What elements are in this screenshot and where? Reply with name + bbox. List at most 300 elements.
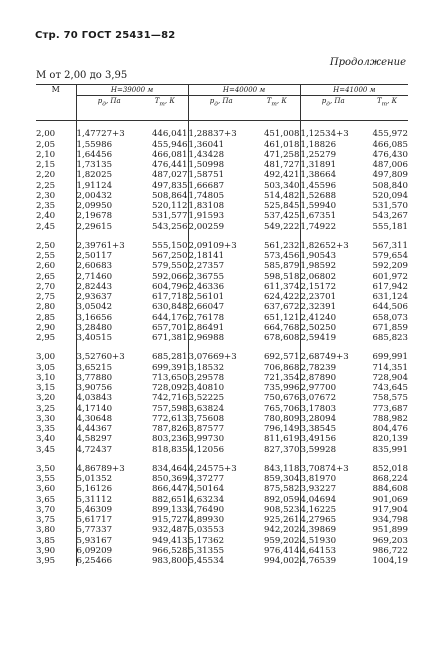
- pressure-cell: 3,81970: [300, 474, 366, 484]
- table-row: [36, 272, 408, 282]
- temperature-cell: 466,085: [372, 139, 408, 150]
- pressure-cell: 3,07672: [300, 393, 366, 403]
- pressure-cell: 4,12056: [188, 445, 254, 455]
- table-row: [36, 181, 408, 191]
- temperature-cell: 497,809: [372, 170, 408, 181]
- temperature-cell: 497,835: [151, 180, 188, 191]
- temperature-cell: 531,570: [372, 201, 408, 211]
- table-row: [36, 170, 408, 180]
- temperature-cell: 573,456: [263, 251, 300, 261]
- mach-cell: 2,05: [36, 139, 56, 150]
- pressure-cell: 2,78239: [300, 363, 366, 373]
- temperature-cell: 917,904: [372, 504, 408, 515]
- temperature-cell: 750,676: [263, 393, 300, 404]
- pressure-cell: 4,17140: [76, 404, 142, 414]
- table-row: [36, 201, 408, 211]
- temperature-cell: 537,425: [263, 211, 300, 222]
- temperature-cell: 714,351: [372, 362, 408, 373]
- table-row: [36, 251, 408, 261]
- mach-cell: 2,40: [36, 211, 56, 222]
- temperature-cell: 508,864: [151, 190, 188, 201]
- altitude-header-2: H=40000 м: [188, 85, 300, 96]
- pressure-cell: 3,70874+3: [300, 464, 366, 474]
- pressure-cell: 5,31355: [188, 546, 254, 556]
- temperature-cell: 796,149: [263, 424, 300, 434]
- temperature-cell: 664,768: [263, 322, 300, 333]
- temperature-cell: 713,650: [151, 372, 188, 383]
- table-row: [36, 474, 408, 484]
- table-row: [36, 292, 408, 302]
- temperature-cell: 617,942: [372, 281, 408, 292]
- temperature-cell: 820,139: [372, 434, 408, 445]
- mach-cell: 3,90: [36, 545, 56, 556]
- temperature-cell: 630,848: [151, 302, 188, 313]
- pressure-cell: 4,58297: [76, 434, 142, 444]
- mach-cell: 2,00: [36, 129, 56, 140]
- temperature-cell: 451,008: [263, 129, 300, 140]
- table-row: [36, 556, 408, 566]
- pressure-cell: 3,59928: [300, 445, 366, 455]
- temperature-cell: 780,809: [263, 413, 300, 424]
- temperature-cell: 657,701: [151, 322, 188, 333]
- table-row: [36, 525, 408, 535]
- mach-cell: 3,50: [36, 463, 56, 474]
- pressure-cell: 5,61717: [76, 515, 142, 525]
- pressure-cell: 5,93167: [76, 536, 142, 546]
- table-row: [36, 536, 408, 546]
- table-row: [36, 241, 408, 251]
- pressure-cell: 2,19678: [76, 211, 142, 221]
- temperature-cell: 959,202: [263, 535, 300, 546]
- temperature-cell: 818,835: [151, 444, 188, 455]
- temperature-cell: 561,232: [263, 240, 300, 251]
- temperature-cell: 503,340: [263, 180, 300, 191]
- temperature-cell: 758,575: [372, 393, 408, 404]
- table-row: [36, 393, 408, 403]
- atmosphere-table: [36, 84, 408, 566]
- temperature-cell: 699,391: [151, 362, 188, 373]
- pressure-cell: 2,18141: [188, 251, 254, 261]
- pressure-cell: 2,71460: [76, 272, 142, 282]
- mach-cell: 3,95: [36, 556, 56, 566]
- pressure-cell: 1,90543: [300, 251, 366, 261]
- pressure-cell: 4,63234: [188, 495, 254, 505]
- temperature-cell: 884,608: [372, 484, 408, 495]
- pressure-cell: 3,90756: [76, 383, 142, 393]
- temperature-cell: 481,727: [263, 160, 300, 170]
- pressure-cell: 2,96988: [188, 333, 254, 343]
- mach-cell: 2,50: [36, 240, 56, 251]
- temperature-subheader: $T_т$, К: [142, 96, 188, 121]
- pressure-cell: 4,76539: [300, 556, 366, 566]
- table-row: [36, 261, 408, 271]
- pressure-cell: 2,86491: [188, 323, 254, 333]
- mach-cell: 3,45: [36, 444, 56, 455]
- pressure-cell: 3,40810: [188, 383, 254, 393]
- mach-cell: 3,60: [36, 484, 56, 495]
- pressure-cell: 5,77337: [76, 525, 142, 535]
- pressure-cell: 3,28480: [76, 323, 142, 333]
- temperature-cell: 461,018: [263, 139, 300, 150]
- pressure-cell: 1,82025: [76, 170, 142, 180]
- pressure-cell: 4,51930: [300, 536, 366, 546]
- temperature-cell: 671,859: [372, 322, 408, 333]
- temperature-cell: 631,124: [372, 292, 408, 302]
- pressure-cell: 3,49156: [300, 434, 366, 444]
- mach-cell: 3,00: [36, 352, 56, 363]
- pressure-cell: 4,64153: [300, 546, 366, 556]
- mach-cell: 2,45: [36, 221, 56, 232]
- pressure-cell: 2,93637: [76, 292, 142, 302]
- pressure-cell: 2,50117: [76, 251, 142, 261]
- temperature-cell: 579,654: [372, 251, 408, 261]
- temperature-cell: 875,582: [263, 484, 300, 495]
- temperature-cell: 803,236: [151, 434, 188, 445]
- table-row: [36, 383, 408, 393]
- mach-cell: 3,35: [36, 424, 56, 434]
- table-row: [36, 414, 408, 424]
- table-row: [36, 495, 408, 505]
- temperature-cell: 637,672: [263, 302, 300, 313]
- temperature-cell: 850,369: [151, 474, 188, 484]
- pressure-subheader: $p_д$, Па: [76, 96, 142, 121]
- table-row: [36, 323, 408, 333]
- temperature-cell: 983,800: [151, 556, 188, 566]
- temperature-cell: 549,222: [263, 221, 300, 232]
- pressure-cell: 1,91124: [76, 181, 142, 191]
- pressure-cell: 5,45534: [188, 556, 254, 566]
- temperature-cell: 834,464: [151, 463, 188, 474]
- temperature-cell: 915,727: [151, 515, 188, 525]
- pressure-cell: 3,29578: [188, 373, 254, 383]
- altitude-header-3: H=41000 м: [300, 85, 408, 96]
- pressure-cell: 1,59940: [300, 201, 366, 211]
- pressure-cell: 2,23701: [300, 292, 366, 302]
- temperature-cell: 671,381: [151, 333, 188, 343]
- pressure-cell: 3,52760+3: [76, 352, 142, 362]
- mach-cell: 2,10: [36, 149, 56, 160]
- temperature-cell: 976,414: [263, 545, 300, 556]
- pressure-cell: 1,74805: [188, 191, 254, 201]
- temperature-cell: 742,716: [151, 393, 188, 404]
- pressure-cell: 1,38664: [300, 170, 366, 180]
- pressure-cell: 2,36755: [188, 272, 254, 282]
- pressure-cell: 3,65215: [76, 363, 142, 373]
- temperature-cell: 492,421: [263, 170, 300, 181]
- pressure-cell: 2,46336: [188, 282, 254, 292]
- table-row: [36, 222, 408, 232]
- pressure-cell: 3,99730: [188, 434, 254, 444]
- table-row: [36, 434, 408, 444]
- table-row: [36, 211, 408, 221]
- table-row: [36, 282, 408, 292]
- mach-cell: 3,70: [36, 504, 56, 515]
- table-row: [36, 404, 408, 414]
- temperature-cell: 765,706: [263, 403, 300, 414]
- pressure-cell: 5,46309: [76, 505, 142, 515]
- pressure-cell: 1,58751: [188, 170, 254, 180]
- pressure-cell: 2,60683: [76, 261, 142, 271]
- temperature-cell: 624,422: [263, 292, 300, 302]
- pressure-cell: 2,56101: [188, 292, 254, 302]
- temperature-cell: 942,202: [263, 525, 300, 536]
- mach-cell: 2,35: [36, 201, 56, 211]
- temperature-cell: 811,619: [263, 434, 300, 445]
- pressure-cell: 2,41240: [300, 313, 366, 323]
- pressure-cell: 2,00259: [188, 222, 254, 232]
- mach-cell: 2,30: [36, 190, 56, 201]
- pressure-cell: 1,50998: [188, 160, 254, 170]
- temperature-cell: 685,823: [372, 333, 408, 343]
- temperature-cell: 969,203: [372, 535, 408, 546]
- temperature-cell: 520,112: [151, 201, 188, 211]
- pressure-cell: 3,07669+3: [188, 352, 254, 362]
- table-row: [36, 445, 408, 455]
- temperature-cell: 455,946: [151, 139, 188, 150]
- mach-cell: 3,05: [36, 362, 56, 373]
- pressure-cell: 1,67351: [300, 211, 366, 221]
- pressure-cell: 5,17362: [188, 536, 254, 546]
- mach-cell: 2,75: [36, 292, 56, 302]
- pressure-cell: 5,16126: [76, 484, 142, 494]
- pressure-cell: 1,52688: [300, 191, 366, 201]
- mach-cell: 2,60: [36, 261, 56, 272]
- temperature-cell: 951,899: [372, 525, 408, 536]
- pressure-cell: 2,00432: [76, 191, 142, 201]
- temperature-cell: 788,982: [372, 413, 408, 424]
- temperature-cell: 868,224: [372, 474, 408, 484]
- temperature-cell: 787,826: [151, 424, 188, 434]
- pressure-cell: 3,52225: [188, 393, 254, 403]
- temperature-cell: 721,354: [263, 372, 300, 383]
- pressure-cell: 4,16225: [300, 505, 366, 515]
- temperature-cell: 466,081: [151, 149, 188, 160]
- temperature-cell: 932,487: [151, 525, 188, 536]
- temperature-cell: 567,250: [151, 251, 188, 261]
- temperature-cell: 520,094: [372, 190, 408, 201]
- pressure-cell: 1,12534+3: [300, 129, 366, 139]
- temperature-cell: 555,181: [372, 221, 408, 232]
- temperature-cell: 611,374: [263, 281, 300, 292]
- mach-cell: 3,40: [36, 434, 56, 445]
- temperature-cell: 699,991: [372, 352, 408, 363]
- pressure-cell: 1,28837+3: [188, 129, 254, 139]
- temperature-cell: 852,018: [372, 463, 408, 474]
- pressure-cell: 1,55986: [76, 140, 142, 150]
- pressure-cell: 3,16656: [76, 313, 142, 323]
- temperature-cell: 827,370: [263, 444, 300, 455]
- mach-cell: 3,30: [36, 413, 56, 424]
- pressure-cell: 3,17803: [300, 404, 366, 414]
- mach-cell: 2,65: [36, 271, 56, 282]
- temperature-cell: 476,441: [151, 160, 188, 170]
- pressure-cell: 6,09209: [76, 546, 142, 556]
- temperature-cell: 859,304: [263, 474, 300, 484]
- temperature-cell: 925,261: [263, 515, 300, 525]
- temperature-cell: 843,118: [263, 463, 300, 474]
- pressure-cell: 1,43428: [188, 150, 254, 160]
- temperature-cell: 772,613: [151, 413, 188, 424]
- temperature-subheader: $T_т$, К: [254, 96, 300, 121]
- pressure-cell: 2,27357: [188, 261, 254, 271]
- temperature-cell: 728,092: [151, 383, 188, 393]
- table-row: [36, 302, 408, 312]
- pressure-cell: 3,28094: [300, 414, 366, 424]
- pressure-subheader: $p_д$, Па: [188, 96, 254, 121]
- pressure-cell: 4,04694: [300, 495, 366, 505]
- mach-cell: 3,65: [36, 494, 56, 505]
- pressure-cell: 2,76178: [188, 313, 254, 323]
- pressure-subheader: $p_д$, Па: [300, 96, 366, 121]
- table-row: [36, 352, 408, 362]
- pressure-cell: 2,59419: [300, 333, 366, 343]
- page-header: Стр. 70 ГОСТ 25431—82: [35, 30, 176, 41]
- mach-cell: 2,95: [36, 333, 56, 343]
- m-column-header: M: [36, 85, 76, 121]
- pressure-cell: 1,66687: [188, 181, 254, 191]
- pressure-cell: 1,45596: [300, 181, 366, 191]
- altitude-header-1: H=39000 м: [76, 85, 188, 96]
- temperature-cell: 1004,19: [372, 556, 408, 566]
- temperature-cell: 601,972: [372, 271, 408, 282]
- temperature-cell: 471,258: [263, 149, 300, 160]
- table-row: [36, 464, 408, 474]
- mach-cell: 3,15: [36, 383, 56, 393]
- continuation-label: Продолжение: [329, 57, 406, 68]
- pressure-cell: 3,38545: [300, 424, 366, 434]
- mach-cell: 2,70: [36, 281, 56, 292]
- temperature-cell: 455,972: [372, 129, 408, 140]
- temperature-cell: 446,041: [151, 129, 188, 140]
- table-row: [36, 191, 408, 201]
- pressure-cell: 1,91593: [188, 211, 254, 221]
- pressure-cell: 3,05042: [76, 302, 142, 312]
- temperature-cell: 949,413: [151, 535, 188, 546]
- mach-cell: 2,85: [36, 312, 56, 323]
- pressure-cell: 5,31112: [76, 495, 142, 505]
- pressure-cell: 2,32391: [300, 302, 366, 312]
- temperature-cell: 773,687: [372, 403, 408, 414]
- temperature-cell: 899,133: [151, 504, 188, 515]
- pressure-cell: 4,24575+3: [188, 464, 254, 474]
- table-row: [36, 505, 408, 515]
- pressure-cell: 4,72437: [76, 445, 142, 455]
- temperature-cell: 555,150: [151, 240, 188, 251]
- pressure-cell: 1,36041: [188, 140, 254, 150]
- mach-cell: 2,25: [36, 180, 56, 191]
- pressure-cell: 4,86789+3: [76, 464, 142, 474]
- mach-cell: 3,25: [36, 403, 56, 414]
- temperature-cell: 585,879: [263, 261, 300, 272]
- temperature-cell: 476,430: [372, 149, 408, 160]
- table-row: [36, 333, 408, 343]
- mach-cell: 3,85: [36, 535, 56, 546]
- temperature-cell: 757,598: [151, 403, 188, 414]
- temperature-cell: 644,176: [151, 312, 188, 323]
- temperature-cell: 706,868: [263, 362, 300, 373]
- temperature-subheader: $T_т$, К: [366, 96, 408, 121]
- pressure-cell: 6,25466: [76, 556, 142, 566]
- pressure-cell: 2,09109+3: [188, 241, 254, 251]
- pressure-cell: 4,39869: [300, 525, 366, 535]
- pressure-cell: 1,82652+3: [300, 241, 366, 251]
- table-row: [36, 546, 408, 556]
- pressure-cell: 1,98592: [300, 261, 366, 271]
- temperature-cell: 543,256: [151, 221, 188, 232]
- temperature-cell: 728,904: [372, 372, 408, 383]
- pressure-cell: 3,75608: [188, 414, 254, 424]
- temperature-cell: 908,523: [263, 504, 300, 515]
- pressure-cell: 5,01352: [76, 474, 142, 484]
- temperature-cell: 514,482: [263, 190, 300, 201]
- table-row: [36, 160, 408, 170]
- temperature-cell: 658,073: [372, 312, 408, 323]
- pressure-cell: 2,87890: [300, 373, 366, 383]
- temperature-cell: 567,311: [372, 240, 408, 251]
- table-row: [36, 515, 408, 525]
- pressure-cell: 4,37277: [188, 474, 254, 484]
- mach-cell: 2,55: [36, 251, 56, 261]
- pressure-cell: 4,30648: [76, 414, 142, 424]
- temperature-cell: 804,476: [372, 424, 408, 434]
- pressure-cell: 1,64456: [76, 150, 142, 160]
- temperature-cell: 882,651: [151, 494, 188, 505]
- table-row: [36, 313, 408, 323]
- pressure-cell: 4,27965: [300, 515, 366, 525]
- temperature-cell: 692,571: [263, 352, 300, 363]
- pressure-cell: 3,40515: [76, 333, 142, 343]
- pressure-cell: 2,06802: [300, 272, 366, 282]
- temperature-cell: 487,027: [151, 170, 188, 181]
- pressure-cell: 3,87577: [188, 424, 254, 434]
- mach-cell: 3,80: [36, 525, 56, 536]
- pressure-cell: 1,31891: [300, 160, 366, 170]
- temperature-cell: 579,550: [151, 261, 188, 272]
- temperature-cell: 966,528: [151, 545, 188, 556]
- pressure-cell: 3,63824: [188, 404, 254, 414]
- pressure-cell: 4,03843: [76, 393, 142, 403]
- mach-range-label: M от 2,00 до 3,95: [36, 70, 128, 81]
- pressure-cell: 4,50164: [188, 484, 254, 494]
- temperature-cell: 901,069: [372, 494, 408, 505]
- mach-cell: 2,90: [36, 322, 56, 333]
- pressure-cell: 4,89930: [188, 515, 254, 525]
- table-row: [36, 363, 408, 373]
- table-row: [36, 424, 408, 434]
- pressure-cell: 1,47727+3: [76, 129, 142, 139]
- temperature-cell: 617,718: [151, 292, 188, 302]
- temperature-cell: 604,796: [151, 281, 188, 292]
- table-row: [36, 129, 408, 139]
- pressure-cell: 2,66047: [188, 302, 254, 312]
- temperature-cell: 735,996: [263, 383, 300, 393]
- mach-cell: 3,20: [36, 393, 56, 404]
- temperature-cell: 598,518: [263, 271, 300, 282]
- temperature-cell: 866,447: [151, 484, 188, 495]
- mach-cell: 2,80: [36, 302, 56, 313]
- temperature-cell: 525,845: [263, 201, 300, 211]
- mach-cell: 2,15: [36, 160, 56, 170]
- temperature-cell: 986,722: [372, 545, 408, 556]
- temperature-cell: 892,059: [263, 494, 300, 505]
- table-row: [36, 150, 408, 160]
- temperature-cell: 487,006: [372, 160, 408, 170]
- pressure-cell: 2,82443: [76, 282, 142, 292]
- table-row: [36, 484, 408, 494]
- pressure-cell: 1,83108: [188, 201, 254, 211]
- table-row: [36, 373, 408, 383]
- pressure-cell: 5,03553: [188, 525, 254, 535]
